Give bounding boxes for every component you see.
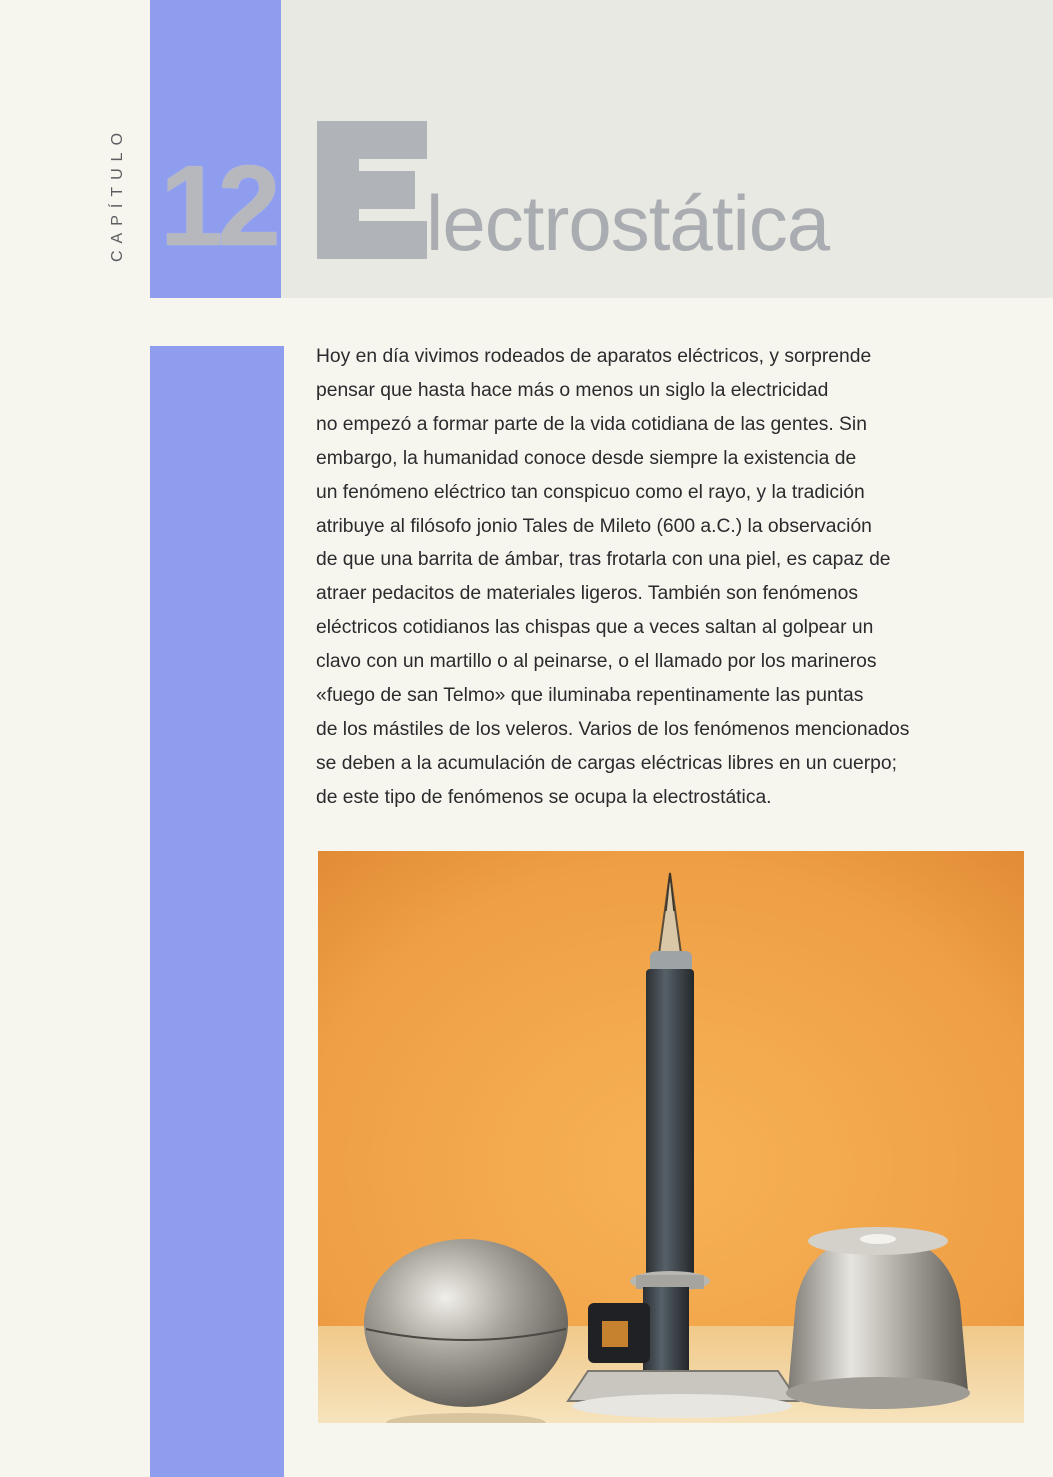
chapter-title-rest: lectrostática [426, 179, 830, 267]
chapter-accent-bar-bottom [150, 346, 284, 1477]
chapter-number: 12 [160, 143, 275, 270]
intro-line: un fenómeno eléctrico tan conspicuo como el rayo, y la tradición [316, 481, 865, 503]
intro-line: de los mástiles de los veleros. Varios de los fenómenos mencionados [316, 718, 910, 740]
chapter-label: CAPÍTULO [109, 125, 126, 262]
chapter-title-initial [317, 121, 427, 259]
intro-line: eléctricos cotidianos las chispas que a veces saltan al golpear un [316, 617, 874, 639]
intro-line: clavo con un martillo o al peinarse, o el llamado por los marineros [316, 651, 877, 673]
intro-line: atraer pedacitos de materiales ligeros. También son fenómenos [316, 583, 858, 605]
intro-line: atribuye al filósofo jonio Tales de Mileto (600 a.C.) la observación [316, 515, 872, 537]
intro-line: embargo, la humanidad conoce desde siempre la existencia de [316, 447, 857, 469]
intro-line: Hoy en día vivimos rodeados de aparatos eléctricos, y sorprende [316, 346, 872, 367]
intro-line: de que una barrita de ámbar, tras frotarla con una piel, es capaz de [316, 549, 891, 571]
intro-line: pensar que hasta hace más o menos un siglo la electricidad [316, 379, 829, 401]
intro-paragraph [316, 340, 976, 815]
intro-line: se deben a la acumulación de cargas eléctricas libres en un cuerpo; [316, 752, 897, 774]
intro-line: de este tipo de fenómenos se ocupa la electrostática. [316, 786, 772, 808]
intro-line: «fuego de san Telmo» que iluminaba repentinamente las puntas [316, 685, 864, 707]
intro-line: no empezó a formar parte de la vida cotidiana de las gentes. Sin [316, 413, 867, 435]
van-de-graaff-photo [318, 851, 1024, 1423]
